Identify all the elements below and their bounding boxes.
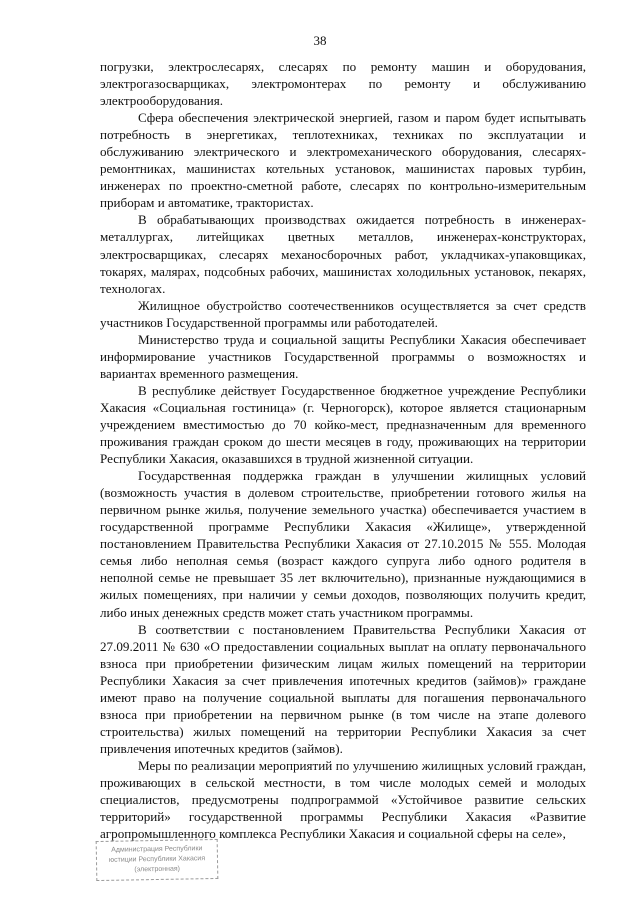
paragraph-8: В соответствии с постановлением Правительства Республики Хакасия от 27.09.2011 № 630 «О предоставлении социальных выплат на оплату первоначального взноса при приобретении физическим лицам жилых помещений на территории Республики Хакасия за счет привлечения ипотечных кредитов (займов)» граждане имеют право на получение социальной выплаты для погашения первоначального взноса при приобретении на первичном рынке (в том числе на этапе долевого строительства) жилых помещений на территории Республики Хакасия за счет привлечения ипотечных кредитов (займов). [100, 621, 586, 756]
paragraph-4: Жилищное обустройство соотечественников осуществляется за счет средств участников Государственной программы или работодателей. [100, 297, 586, 330]
paragraph-3: В обрабатывающих производствах ожидается потребность в инженерах-металлургах, литейщиках цветных металлов, инженерах-конструкторах, электросварщиках, слесарях механосборочных работ, укладчиках-упаковщиках, токарях, малярах, подсобных рабочих, машинистах холодильных установок, пекарях, технологах. [100, 212, 586, 296]
stamp-line-2: юстиции Республики Хакасия [108, 855, 206, 864]
page-number: 38 [313, 33, 327, 48]
stamp-line-1: Администрация Республики [111, 845, 203, 854]
paragraph-6: В республике действует Государственное бюджетное учреждение Республики Хакасия «Социальная гостиница» (г. Черногорск), которое является стационарным учреждением вместимостью до 70 койко-мест, предназначенным для временного проживания граждан сроком до шести месяцев в году, проживающих на территории Республики Хакасия, оказавшихся в трудной жизненной ситуации. [100, 382, 586, 467]
registration-stamp [96, 839, 219, 881]
paragraph-7: Государственная поддержка граждан в улучшении жилищных условий (возможность участия в долевом строительстве, приобретении готового жилья на первичном рынке жилья, получение земельного участка) обеспечивается участием в государственной программе Республики Хакасия «Жилище», утвержденной постановлением Правительства Республики Хакасия от 27.10.2015 № 555. Молодая семья либо неполная семья (возраст каждого супруга либо одного родителя в неполной семье не превышает 35 лет включительно), признанные нуждающимися в жилых помещениях, при наличии у семьи доходов, позволяющих получить кредит, либо иных денежных средств может стать участником программы. [100, 468, 586, 620]
stamp-line-3: (электронная) [134, 865, 181, 874]
paragraph-9: Меры по реализации мероприятий по улучшению жилищных условий граждан, проживающих в сельской местности, в том числе молодых семей и молодых специалистов, предусмотрены подпрограммой «Устойчивое развитие сельских территорий» государственной программы Республики Хакасия «Развитие агропромышленного комплекса Республики Хакасия и социальной сферы на селе», [100, 757, 586, 842]
paragraph-5: Министерство труда и социальной защиты Республики Хакасия обеспечивает информирование участников Государственной программы о возможностях и вариантах временного размещения. [100, 331, 586, 381]
paragraph-2: Сфера обеспечения электрической энергией, газом и паром будет испытывать потребность в энергетиках, теплотехниках, техниках по эксплуатации и обслуживанию электрического и электромеханического оборудования, слесарях-ремонтниках, машинистах котельных установок, машинистах паровых турбин, инженерах по проектно-сметной работе, слесарях по контрольно-измерительным приборам и автоматике, трактористах. [100, 110, 586, 211]
document-body [100, 58, 586, 842]
paragraph-1: погрузки, электрослесарях, слесарях по ремонту машин и оборудования, электрогазосварщиках, электромонтерах по ремонту и обслуживанию электрооборудования. [100, 59, 586, 109]
